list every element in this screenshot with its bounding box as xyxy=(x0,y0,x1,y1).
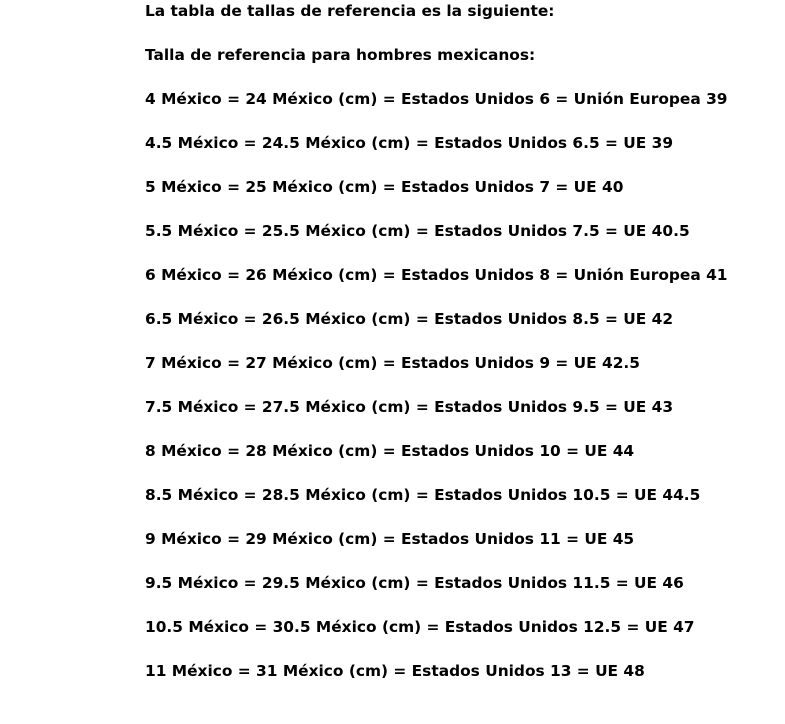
size-row: 4.5 México = 24.5 México (cm) = Estados Unidos 6.5 = UE 39 xyxy=(145,134,674,152)
size-row: 4 México = 24 México (cm) = Estados Unidos 6 = Unión Europea 39 xyxy=(145,90,728,108)
size-row: 6.5 México = 26.5 México (cm) = Estados Unidos 8.5 = UE 42 xyxy=(145,310,674,328)
size-reference-document xyxy=(145,0,775,704)
size-row: 9.5 México = 29.5 México (cm) = Estados Unidos 11.5 = UE 46 xyxy=(145,574,684,592)
size-row: 5 México = 25 México (cm) = Estados Unidos 7 = UE 40 xyxy=(145,178,624,196)
size-row: 7.5 México = 27.5 México (cm) = Estados Unidos 9.5 = UE 43 xyxy=(145,398,674,416)
subheading-text: Talla de referencia para hombres mexicanos: xyxy=(145,46,536,64)
size-row: 11 México = 31 México (cm) = Estados Unidos 13 = UE 48 xyxy=(145,662,645,680)
size-row: 9 México = 29 México (cm) = Estados Unidos 11 = UE 45 xyxy=(145,530,635,548)
size-row: 8 México = 28 México (cm) = Estados Unidos 10 = UE 44 xyxy=(145,442,635,460)
size-row: 5.5 México = 25.5 México (cm) = Estados Unidos 7.5 = UE 40.5 xyxy=(145,222,690,240)
size-row: 7 México = 27 México (cm) = Estados Unidos 9 = UE 42.5 xyxy=(145,354,640,372)
intro-text: La tabla de tallas de referencia es la siguiente: xyxy=(145,2,555,20)
size-row: 10.5 México = 30.5 México (cm) = Estados Unidos 12.5 = UE 47 xyxy=(145,618,695,636)
size-row: 6 México = 26 México (cm) = Estados Unidos 8 = Unión Europea 41 xyxy=(145,266,728,284)
size-row: 8.5 México = 28.5 México (cm) = Estados Unidos 10.5 = UE 44.5 xyxy=(145,486,701,504)
